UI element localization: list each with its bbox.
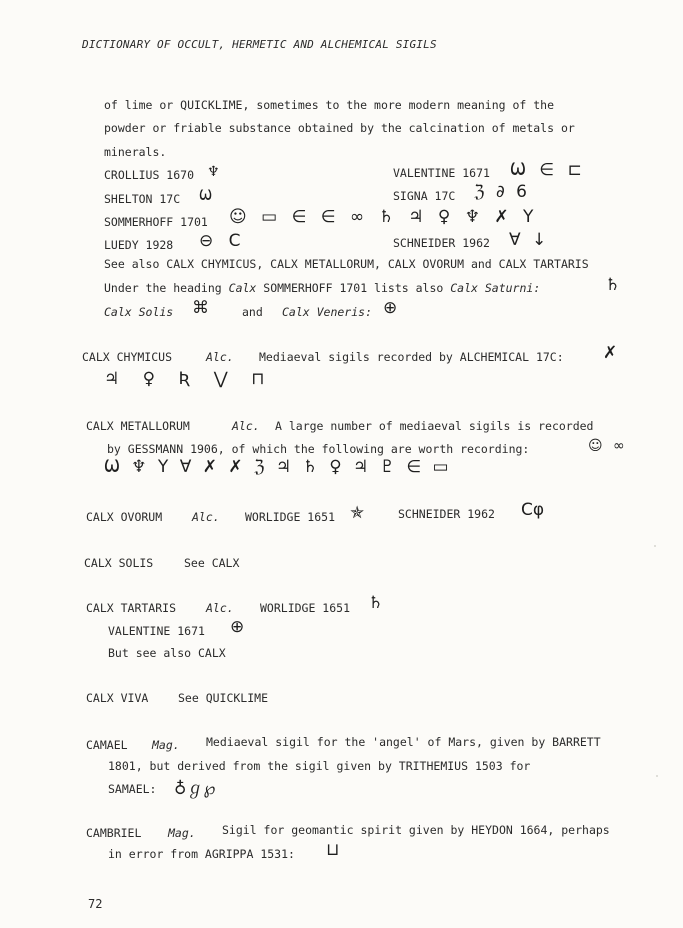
sigil-signa: ℨ ∂ 6 [474,182,527,202]
under-text-c: SOMMERHOFF 1701 lists also [263,281,444,295]
metallorum-text: A large number of mediaeval sigils is recorded [275,419,594,433]
entry-calx-tartaris: CALX TARTARIS [86,601,177,615]
camael-line-2: 1801, but derived from the sigil given by TRITHEMIUS 1503 for [108,759,531,773]
source-shelton: SHELTON 17C [104,192,181,206]
metallorum-line-2: by GESSMANN 1906, of which the following are worth recording: [107,442,530,456]
calx-solis-label: Calx Solis [104,305,174,319]
chymicus-tag: Alc. [206,350,234,364]
sigil-solis: ⌘ [192,298,209,318]
entry-calx-ovorum: CALX OVORUM [86,510,163,524]
calx-veneris-label: Calx Veneris: [282,305,373,319]
source-valentine: VALENTINE 1671 [393,166,490,180]
tartaris-worlidge: WORLIDGE 1651 [260,601,351,615]
cambriel-line-2: in error from AGRIPPA 1531: [108,847,295,861]
source-luedy: LUEDY 1928 [104,238,174,252]
sigil-luedy: ⊖ C [199,231,241,251]
ovorum-worlidge-sigil: ✯ [350,503,365,523]
page-number: 72 [88,897,103,911]
camael-text: Mediaeval sigil for the 'angel' of Mars, given by BARRETT [206,735,601,749]
camael-tag: Mag. [152,738,180,752]
and-word: and [242,305,263,319]
tartaris-worlidge-sigil: ♄ [368,593,384,613]
tartaris-tag: Alc. [206,601,234,615]
viva-see: See QUICKLIME [178,691,269,705]
cambriel-text: Sigil for geomantic spirit given by HEYDON 1664, perhaps [222,823,610,837]
sigil-sommerhoff: ☺ ▭ ∈ ∈ ∞ ♄ ♃ ♀ ♆ ✗ Y [229,207,534,227]
camael-sigil: ♁ℊ℘ [174,779,216,799]
ovorum-schneider: SCHNEIDER 1962 [398,507,495,521]
chymicus-text: Mediaeval sigils recorded by ALCHEMICAL 17C: [259,350,564,364]
tartaris-but-see: But see also CALX [108,646,226,660]
metallorum-tag: Alc. [232,419,260,433]
sigil-shelton: Ѡ [199,188,213,204]
sigil-schneider: ∀ ↓ [509,230,547,250]
metallorum-sigils: Ѡ ♆ Y ∀ ✗ ✗ ℨ ♃ ♄ ♀ ♃ ♇ ∈ ▭ [104,457,449,477]
calx-text-line-2: powder or friable substance obtained by the calcination of metals or [104,121,575,135]
paper-speck [656,775,658,777]
under-heading-line [104,281,540,295]
ovorum-worlidge: WORLIDGE 1651 [245,510,336,524]
cambriel-tag: Mag. [168,826,196,840]
paper-speck [654,545,656,547]
sigil-crollius: ♆ [207,164,220,180]
sigil-valentine: Ѡ ∈ ⊏ [510,160,582,180]
see-also-line: See also CALX CHYMICUS, CALX METALLORUM, CALX OVORUM and CALX TARTARIS [104,257,589,271]
ovorum-schneider-sigil: Cφ [521,500,545,520]
entry-camael: CAMAEL [86,738,128,752]
source-signa: SIGNA 17C [393,189,456,203]
calx-text-line-1: of lime or QUICKLIME, sometimes to the more modern meaning of the [104,98,555,112]
chymicus-sigil-1: ✗ [603,343,618,363]
calx-text-line-3: minerals. [104,145,167,159]
sigil-veneris: ⊕ [383,298,398,318]
tartaris-valentine-sigil: ⊕ [230,617,245,637]
running-header: DICTIONARY OF OCCULT, HERMETIC AND ALCHEMICAL SIGILS [82,38,437,51]
entry-calx-metallorum: CALX METALLORUM [86,419,190,433]
source-crollius: CROLLIUS 1670 [104,168,195,182]
source-sommerhoff: SOMMERHOFF 1701 [104,215,208,229]
ovorum-tag: Alc. [192,510,220,524]
under-text-d: Calx Saturni: [450,281,541,295]
entry-calx-solis: CALX SOLIS [84,556,154,570]
entry-cambriel: CAMBRIEL [86,826,142,840]
camael-line-3: SAMAEL: [108,782,157,796]
under-text-b: Calx [228,281,257,295]
under-text-a: Under the heading [104,281,222,295]
tartaris-valentine: VALENTINE 1671 [108,624,205,638]
solis-see: See CALX [184,556,240,570]
entry-calx-viva: CALX VIVA [86,691,149,705]
cambriel-sigil: ⊔ [326,840,340,860]
source-schneider: SCHNEIDER 1962 [393,236,490,250]
chymicus-sigils: ♃ ♀ Ʀ ⋁ ⊓ [104,369,265,389]
metallorum-sigil-1: ☺ ∞ [588,438,625,454]
sigil-saturni: ♄ [605,275,621,295]
entry-calx-chymicus: CALX CHYMICUS [82,350,173,364]
